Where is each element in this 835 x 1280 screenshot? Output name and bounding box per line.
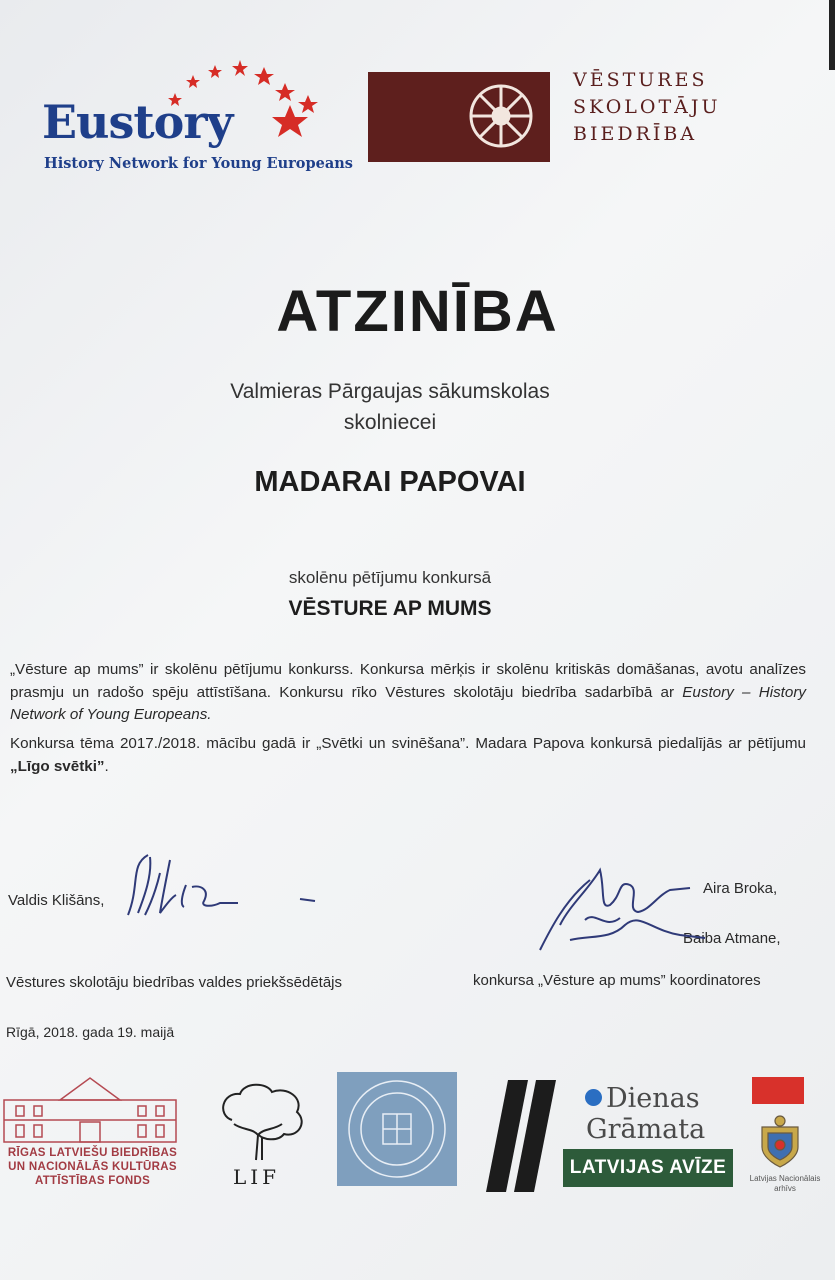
signature-left xyxy=(120,845,330,925)
fund-line: UN NACIONĀLĀS KULTŪRAS xyxy=(8,1161,177,1173)
research-title: „Līgo svētki” xyxy=(10,757,105,775)
signer-right-name-1: Aira Broka, xyxy=(703,880,778,897)
fund-line: RĪGAS LATVIEŠU BIEDRĪBAS xyxy=(7,1147,178,1159)
seal-icon xyxy=(337,1072,457,1186)
topic-end: . xyxy=(104,757,109,775)
flag-stripe xyxy=(752,1077,804,1104)
school-line: skolniecei xyxy=(343,411,437,434)
dienas-gramata-word-1: Dienas xyxy=(606,1083,700,1114)
signer-right-role: konkursa „Vēsture ap mums” koordinatores xyxy=(473,972,761,989)
signer-left-name: Valdis Klišāns, xyxy=(8,892,105,909)
vsb-line: VĒSTURES xyxy=(573,69,708,91)
topic-paragraph xyxy=(10,733,806,778)
topic-text: Konkursa tēma 2017./2018. mācību gadā ir „Svētki un svinēšana”. Madara Papova konkursā piedalījās ar pētījumu xyxy=(10,735,806,752)
eustory-logo-word: Eustory xyxy=(42,95,233,149)
vsb-line: SKOLOTĀJU xyxy=(573,96,721,118)
fund-building-logo xyxy=(0,1070,185,1150)
description-paragraph xyxy=(10,659,806,727)
dienas-gramata-word-2: Grāmata xyxy=(586,1114,706,1145)
place-and-date: Rīgā, 2018. gada 19. maijā xyxy=(6,1024,175,1040)
description-text: „Vēsture ap mums” ir skolēnu pētījumu konkurss. Konkursa mērķis ir skolēnu kritiskās domāšanas, avotu analīzes prasmju un radošo spēju attīstīšana. Konkursu rīko Vēstures skolotāju biedrība sadarbībā ar xyxy=(10,661,806,701)
school-name xyxy=(0,376,780,438)
dienas-gramata-dot-icon xyxy=(585,1089,602,1106)
tree-icon xyxy=(212,1080,312,1170)
coat-of-arms-icon xyxy=(754,1113,806,1171)
school-line: Valmieras Pārgaujas sākumskolas xyxy=(230,380,550,403)
lif-logo-text: LIF xyxy=(233,1165,281,1189)
fund-line: ATTĪSTĪBAS FONDS xyxy=(34,1175,151,1187)
archive-seal-logo xyxy=(337,1072,457,1186)
organizer-name: Eustory – History Network of Young Europeans. xyxy=(10,683,806,723)
signer-left-role: Vēstures skolotāju biedrības valdes priekšsēdētājs xyxy=(6,974,343,991)
wheel-icon xyxy=(368,72,550,162)
eustory-tagline: History Network for Young Europeans xyxy=(44,155,353,172)
certificate-title: ATZINĪBA xyxy=(276,279,559,344)
signature-right xyxy=(530,850,710,960)
photo-edge-shadow xyxy=(829,0,835,70)
archive-logo-text: Latvijas Nacionālais arhīvs xyxy=(749,1174,821,1193)
contest-intro: skolēnu pētījumu konkursā xyxy=(288,568,492,587)
vsb-line: BIEDRĪBA xyxy=(573,123,698,145)
fund-logo-text xyxy=(0,1146,185,1188)
recipient-name: MADARAI PAPOVAI xyxy=(254,466,526,498)
vsb-logo-emblem xyxy=(368,72,550,162)
stripes-logo xyxy=(486,1080,566,1192)
vsb-logo-text xyxy=(573,67,721,148)
signer-right-name-2: Baiba Atmane, xyxy=(683,930,781,947)
latvijas-avize-logo: LATVIJAS AVĪZE xyxy=(563,1149,733,1187)
contest-name: VĒSTURE AP MUMS xyxy=(288,597,492,620)
